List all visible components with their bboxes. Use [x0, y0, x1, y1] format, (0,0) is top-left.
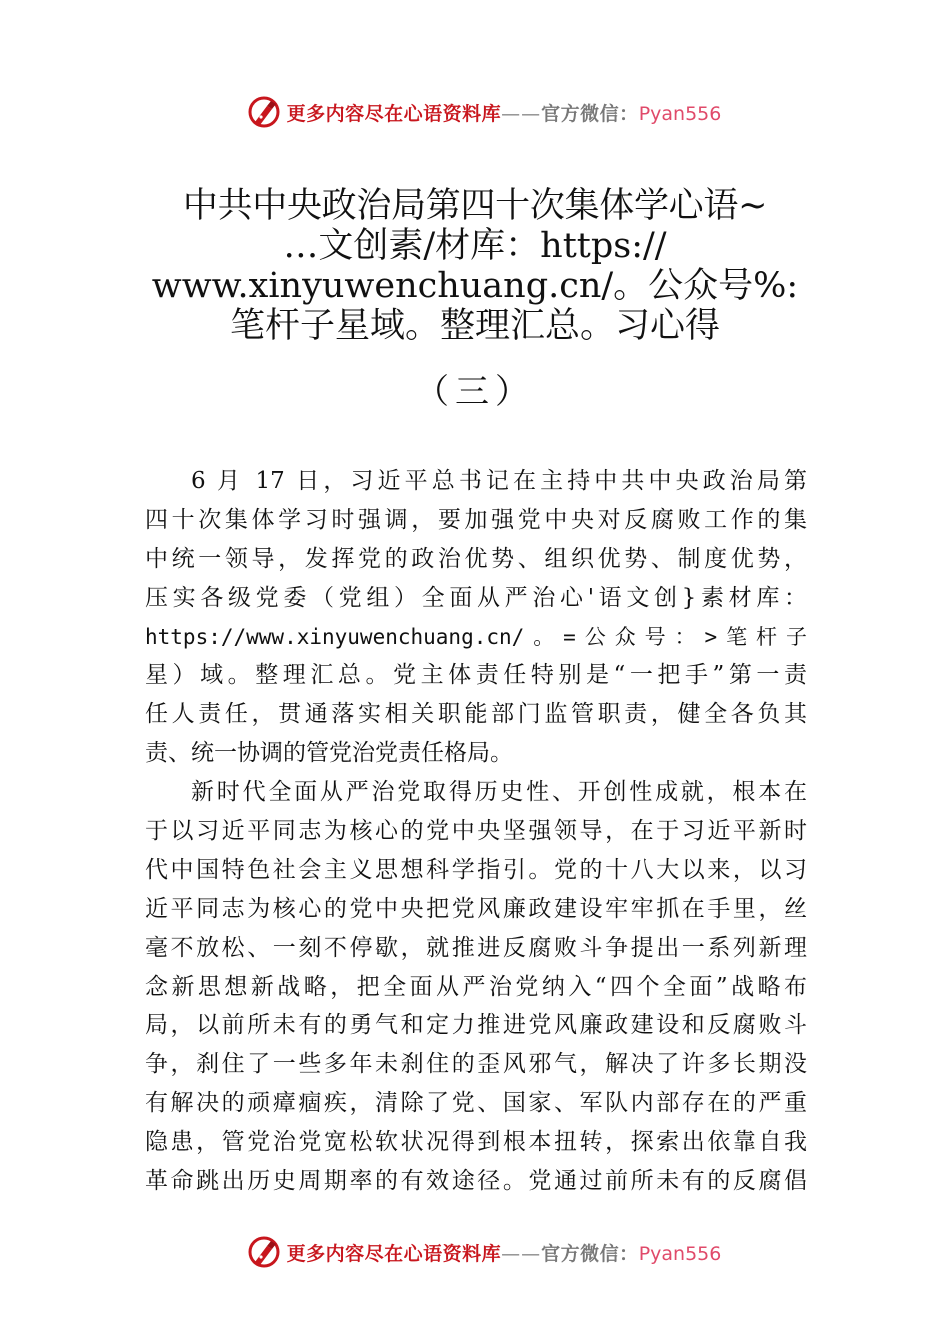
body-line: 局，以前所未有的勇气和定力推进党风廉政建设和反腐败斗: [145, 1012, 807, 1039]
title-line: 笔杆子星域。整理汇总。习心得: [229, 306, 720, 346]
banner-separator: ——: [501, 1242, 542, 1265]
body-line: 新时代全面从严治党取得历史性、开创性成就，根本在: [191, 779, 807, 806]
body-line: 念新思想新战略，把全面从严治党纳入“四个全面”战略布: [145, 973, 807, 1000]
banner-wechat-id: Pyan556: [638, 1242, 722, 1265]
body-line: 毫不放松、一刻不停歇，就推进反腐败斗争提出一系列新理: [145, 934, 807, 961]
banner-text: [287, 1239, 722, 1266]
body-line: 四十次集体学习时强调，要加强党中央对反腐败工作的集: [145, 506, 807, 533]
body-line: 任人责任，贯通落实相关职能部门监管职责，健全各负其: [145, 701, 807, 728]
body-line: 近平同志为核心的党中央把党风廉政建设牢牢抓在手里，丝: [145, 895, 807, 922]
document-subtitle: （三）: [415, 372, 535, 412]
title-line: …文创素/材库：https://: [283, 226, 667, 266]
pen-nib-logo-icon: [247, 95, 281, 129]
banner-content: [247, 1235, 722, 1269]
banner-prefix: 更多内容尽在心语资料库: [286, 1242, 502, 1265]
body-line: 星）域。整理汇总。党主体责任特别是“一把手”第一责: [145, 662, 807, 689]
title-line: 中共中央政治局第四十次集体学心语~: [182, 186, 768, 226]
document-title: [130, 186, 820, 346]
banner-text: [287, 99, 722, 126]
header-banner: [0, 92, 950, 132]
body-line: https://www.xinyuwenchuang.cn/。=公众号：>笔杆子: [145, 624, 807, 649]
banner-wechat-id: Pyan556: [638, 102, 722, 125]
body-text: [145, 462, 807, 1201]
body-line: 于以习近平同志为核心的党中央坚强领导，在于习近平新时: [145, 818, 807, 845]
body-line: 有解决的顽瘴痼疾，清除了党、国家、军队内部存在的严重: [145, 1090, 807, 1117]
banner-separator: ——: [501, 102, 542, 125]
banner-prefix: 更多内容尽在心语资料库: [286, 102, 502, 125]
body-line: 责、统一协调的管党治党责任格局。: [145, 740, 513, 767]
footer-banner: [0, 1232, 950, 1272]
banner-label: 官方微信：: [541, 102, 639, 125]
banner-content: [247, 95, 722, 129]
banner-label: 官方微信：: [541, 1242, 639, 1265]
body-line: 代中国特色社会主义思想科学指引。党的十八大以来，以习: [145, 856, 807, 883]
body-line: 6 月 17 日，习近平总书记在主持中共中央政治局第: [191, 468, 807, 494]
body-line: 革命跳出历史周期率的有效途径。党通过前所未有的反腐倡: [145, 1168, 807, 1195]
body-line: 隐患，管党治党宽松软状况得到根本扭转，探索出依靠自我: [145, 1129, 807, 1156]
body-line: 中统一领导，发挥党的政治优势、组织优势、制度优势，: [145, 545, 807, 572]
body-line: 压实各级党委（党组）全面从严治心'语文创}素材库：: [145, 584, 807, 611]
body-line: 争，刹住了一些多年未刹住的歪风邪气，解决了许多长期没: [145, 1051, 807, 1078]
title-line: www.xinyuwenchuang.cn/。公众号%:: [151, 266, 799, 306]
pen-nib-logo-icon: [247, 1235, 281, 1269]
